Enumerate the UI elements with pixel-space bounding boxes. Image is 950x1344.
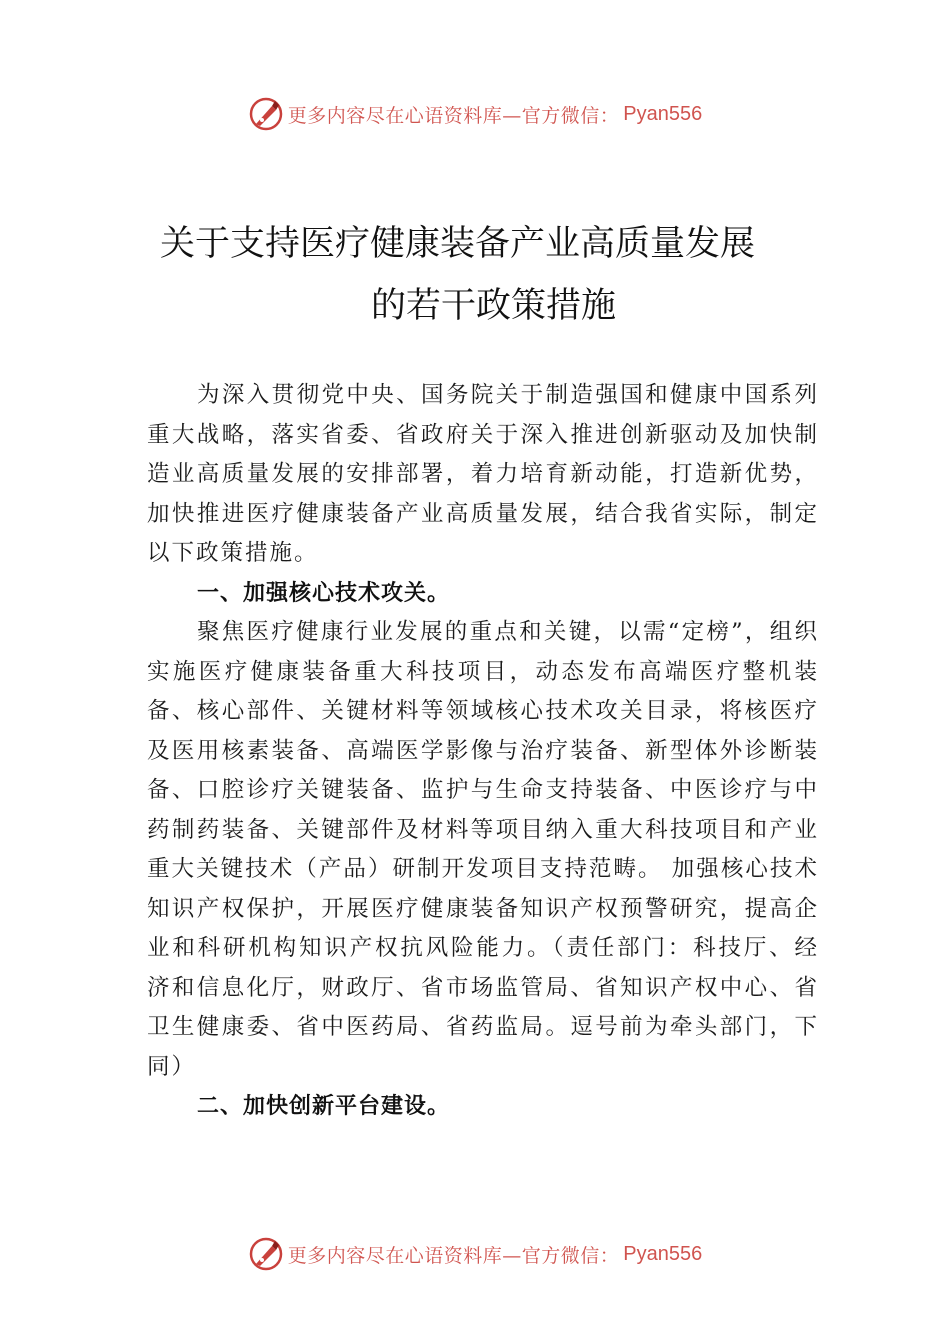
section-1-heading: 一、加强核心技术攻关。: [197, 580, 451, 606]
pen-nib-logo-icon: [248, 1236, 284, 1272]
pen-nib-logo-icon: [248, 96, 284, 132]
watermark-wechat-id: Pyan556: [623, 1242, 703, 1265]
footer-watermark: [0, 1232, 950, 1276]
document-title-line-1: 关于支持医疗健康装备产业高质量发展: [160, 224, 756, 264]
section-2-heading: 二、加快创新平台建设。: [197, 1094, 451, 1119]
watermark-text: 更多内容尽在心语资料库—官方微信：: [287, 104, 620, 127]
document-body: [147, 376, 819, 1127]
document-title-line-2: 的若干政策措施: [371, 286, 617, 326]
watermark-wechat-id: Pyan556: [623, 102, 703, 125]
section-1-paragraph: 聚焦医疗健康行业发展的重点和关键，以需“定榜”，组织实施医疗健康装备重大科技项目，动态发布高端医疗整机装备、核心部件、关键材料等领域核心技术攻关目录，将核医疗及医用核素装备、高端医学影像与治疗装备、新型体外诊断装备、口腔诊疗关键装备、监护与生命支持装备、中医诊疗与中药制药装备、关键部件及材料等项目纳入重大科技项目和产业重大关键技术（产品）研制开发项目支持范畴。 加强核心技术知识产权保护，开展医疗健康装备知识产权预警研究，提高企业和科研机构知识产权抗风险能力。（责任部门：科技厅、经济和信息化厅，财政厅、省市场监管局、省知识产权中心、省卫生健康委、省中医药局、省药监局。逗号前为牵头部门，下同）: [147, 619, 819, 1080]
watermark-text: 更多内容尽在心语资料库—官方微信：: [287, 1244, 620, 1267]
header-watermark: [0, 92, 950, 136]
intro-paragraph: 为深入贯彻党中央、国务院关于制造强国和健康中国系列重大战略，落实省委、省政府关于深入推进创新驱动及加快制造业高质量发展的安排部署，着力培育新动能，打造新优势，加快推进医疗健康装备产业高质量发展，结合我省实际，制定以下政策措施。: [147, 382, 819, 566]
